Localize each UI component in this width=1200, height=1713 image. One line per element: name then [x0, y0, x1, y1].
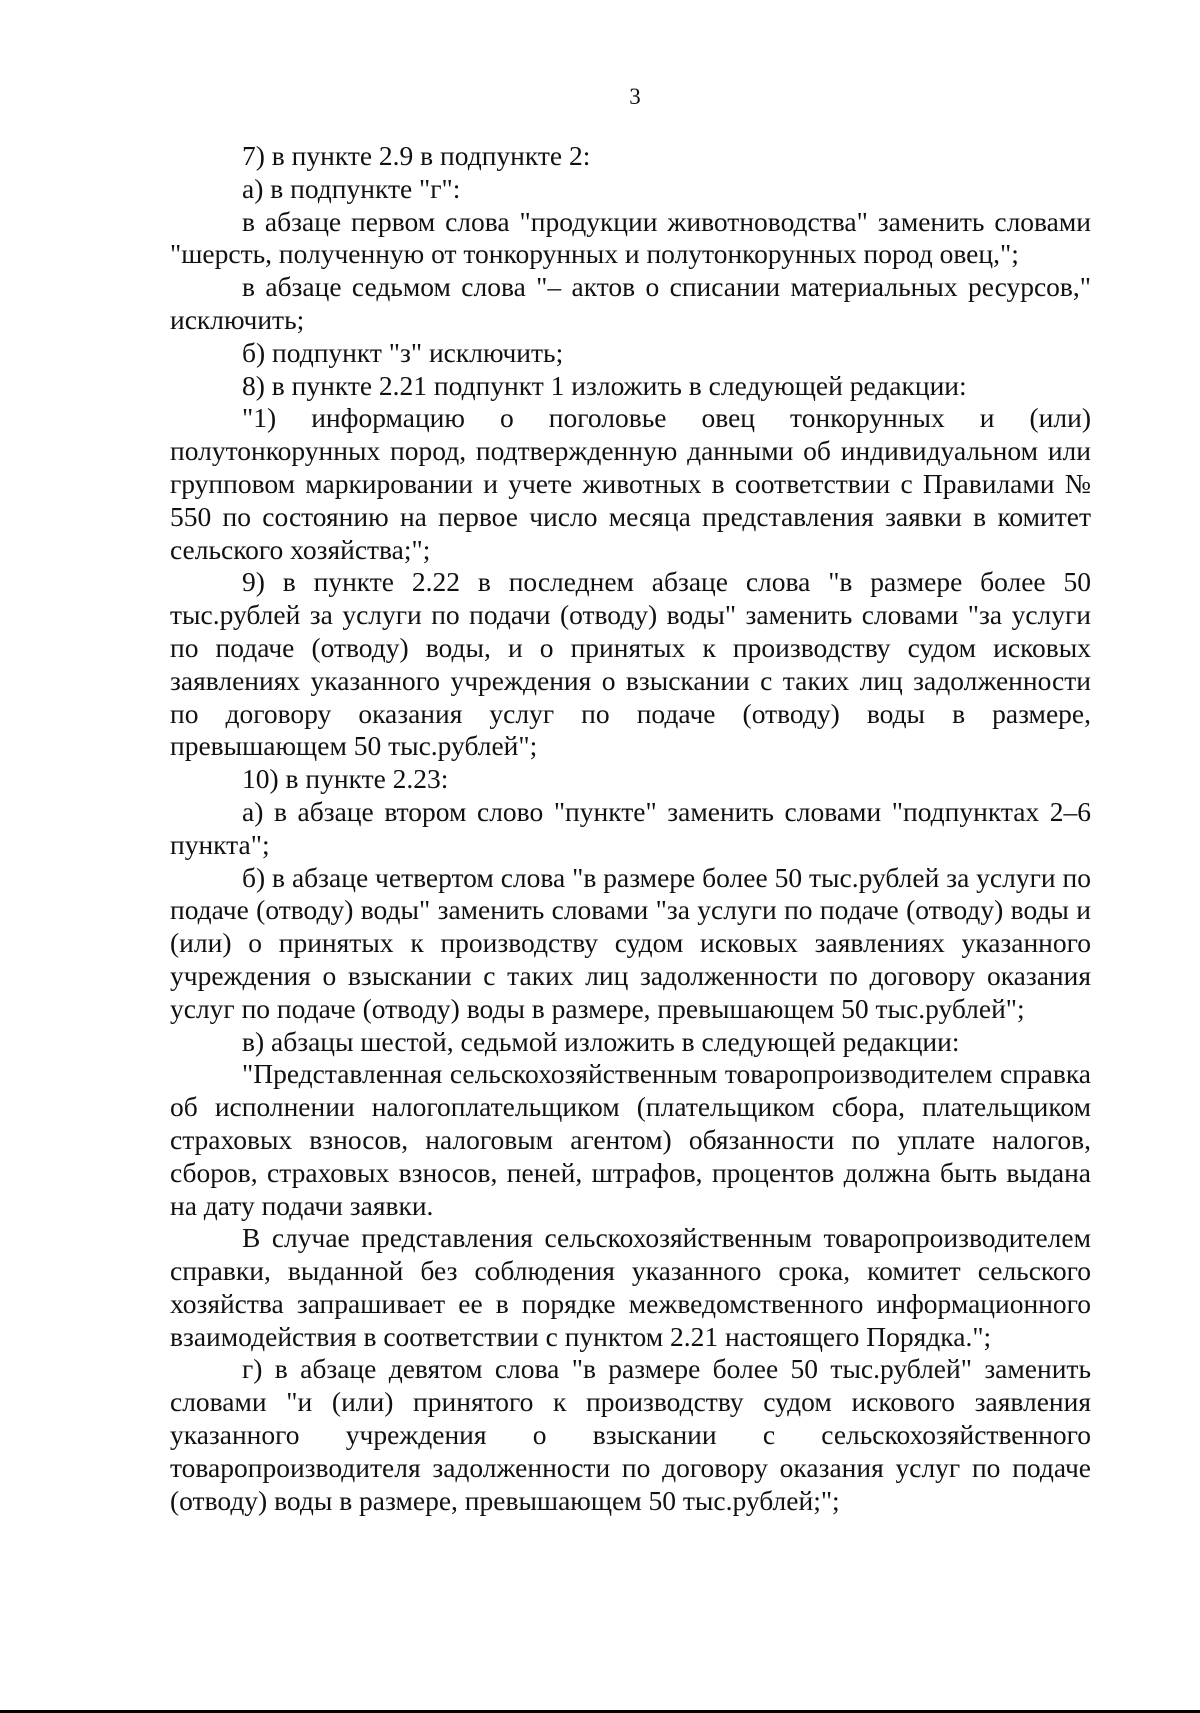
paragraph-quote-spravka: "Представленная сельскохозяйственным товаропроизводителем справка об исполнении налогоплательщиком (плательщиком сбора, плательщиком страховых взносов, налоговым агентом) обязанности по уплате налогов, сборов, страховых взносов, пеней, штрафов, процентов должна быть выдана на дату подачи заявки. — [170, 1058, 1091, 1221]
page-number: 3 — [629, 84, 641, 109]
paragraph-item-8-quote: "1) информацию о поголовье овец тонкорунных и (или) полутонкорунных пород, подтвержденную данными об индивидуальном или групповом маркировании и учете животных в соответствии с Правилами № 550 по состоянию на первое число месяца представления заявки в комитет сельского хозяйства;"; — [170, 402, 1091, 565]
paragraph-item-9: 9) в пункте 2.22 в последнем абзаце слова "в размере более 50 тыс.рублей за услуги по подачи (отводу) воды" заменить словами "за услуги по подаче (отводу) воды, и о принятых к производству судом исковых заявлениях указанного учреждения о взыскании с таких лиц задолженности по договору оказания услуг по подаче (отводу) воды в размере, превышающем 50 тыс.рублей"; — [170, 566, 1091, 762]
paragraph-quote-case: В случае представления сельскохозяйственным товаропроизводителем справки, выданной без соблюдения указанного срока, комитет сельского хозяйства запрашивает ее в порядке межведомственного информационного взаимодействия в соответствии с пунктом 2.21 настоящего Порядка."; — [170, 1222, 1091, 1352]
paragraph-first-abzac: в абзаце первом слова "продукции животноводства" заменить словами "шерсть, полученную от тонкорунных и полутонкорунных пород овец,"; — [170, 205, 1091, 270]
paragraph-item-8: 8) в пункте 2.21 подпункт 1 изложить в следующей редакции: — [242, 369, 967, 401]
paragraph-subitem-a: а) в подпункте "г": — [242, 172, 461, 204]
paragraph-item-10-b: б) в абзаце четвертом слова "в размере более 50 тыс.рублей за услуги по подаче (отводу) воды" заменить словами "за услуги по подаче (отводу) воды и (или) о принятых к производству судом исковых заявлениях указанного учреждения о взыскании с таких лиц задолженности по договору оказания услуг по подаче (отводу) воды в размере, превышающем 50 тыс.рублей"; — [170, 861, 1091, 1024]
paragraph-item-10: 10) в пункте 2.23: — [242, 763, 449, 795]
document-body — [170, 140, 1091, 1517]
paragraph-subitem-b: б) подпункт "з" исключить; — [242, 336, 564, 368]
paragraph-item-7: 7) в пункте 2.9 в подпункте 2: — [242, 140, 591, 171]
paragraph-item-10-g: г) в абзаце девятом слова "в размере более 50 тыс.рублей" заменить словами "и (или) принятого к производству судом искового заявления указанного учреждения о взыскании с сельскохозяйственного товаропроизводителя задолженности по договору оказания услуг по подаче (отводу) воды в размере, превышающем 50 тыс.рублей;"; — [170, 1353, 1091, 1516]
paragraph-seventh-abzac: в абзаце седьмом слова "– актов о списании материальных ресурсов," исключить; — [170, 271, 1091, 335]
paragraph-item-10-v: в) абзацы шестой, седьмой изложить в следующей редакции: — [242, 1025, 960, 1057]
paragraph-item-10-a: а) в абзаце втором слово "пункте" заменить словами "подпунктах 2–6 пункта"; — [170, 795, 1091, 860]
